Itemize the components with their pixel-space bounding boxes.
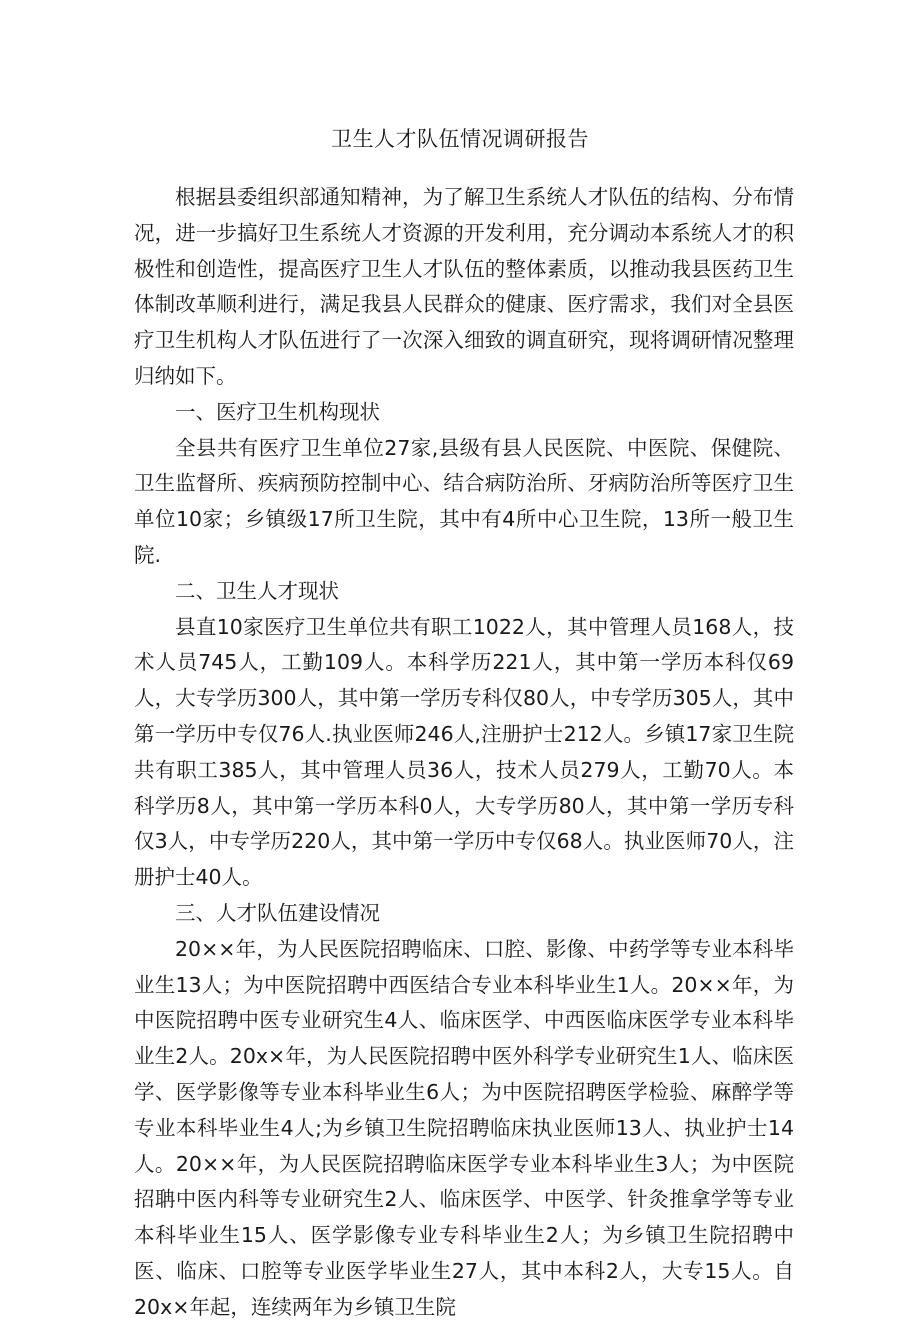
section-1-paragraph: 全县共有医疗卫生单位27家,县级有县人民医院、中医院、保健院、卫生监督所、疾病预防控制中心、结合病防治所、牙病防治所等医疗卫生单位10家；乡镇级17所卫生院，其中有4所中心卫生院，13所一般卫生院. (134, 435, 794, 567)
section-3-paragraph: 20××年，为人民医院招聘临床、口腔、影像、中药学等专业本科毕业生13人；为中医院招聘中西医结合专业本科毕业生1人。20××年，为中医院招聘中医专业研究生4人、临床医学、中西医临床医学专业本科毕业生2人。20x×年，为人民医院招聘中医外科学专业研究生1人、临床医学、医学影像等专业本科毕业生6人；为中医院招聘医学检验、麻醉学等专业本科毕业生4人;为乡镇卫生院招聘临床执业医师13人、执业护士14人。20××年，为人民医院招聘临床医学专业本科毕业生3人；为中医院招聃中医内科等专业研究生2人、临床医学、中医学、针灸推拿学等专业本科毕业生15人、医学影像专业专科毕业生2人；为乡镇卫生院招聘中医、临床、口腔等专业医学毕业生27人，其中本科2人，大专15人。自20x×年起，连续两年为乡镇卫生院 (134, 936, 794, 1319)
section-heading-1: 一、医疗卫生机构现状 (175, 399, 380, 424)
intro-paragraph: 根据县委组织部通知精神，为了解卫生系统人才队伍的结构、分布情况，进一步搞好卫生系统人才资源的开发利用，充分调动本系统人才的积极性和创造性，提高医疗卫生人才队伍的整体素质，以推动我县医药卫生体制改革顺利进行，满足我县人民群众的健康、医疗需求，我们对全县医疗卫生机构人才队伍进行了一次深入细致的调直研究，现将调研情况整理归纳如下。 (134, 185, 794, 388)
section-heading-2: 二、卫生人才现状 (175, 578, 339, 603)
document-title: 卫生人才队伍情况调研报告 (331, 127, 589, 151)
document-body (134, 180, 794, 1326)
section-heading-3: 三、人才队伍建设情况 (175, 900, 380, 925)
section-2-paragraph: 县直10家医疗卫生单位共有职工1022人，其中管理人员168人，技术人员745人，工勤109人。本科学历221人，其中第一学历本科仅69人，大专学历300人，其中第一学历专科仅80人，中专学历305人，其中第一学历中专仅76人.执业医师246人,注册护士212人。乡镇17家卫生院共有职工385人，其中管理人员36人，技术人员279人，工勤70人。本科学历8人，其中第一学历本科0人，大专学历80人，其中第一学历专科仅3人，中专学历220人，其中第一学历中专仅68人。执业医师70人，注册护士40人。 (134, 614, 794, 890)
